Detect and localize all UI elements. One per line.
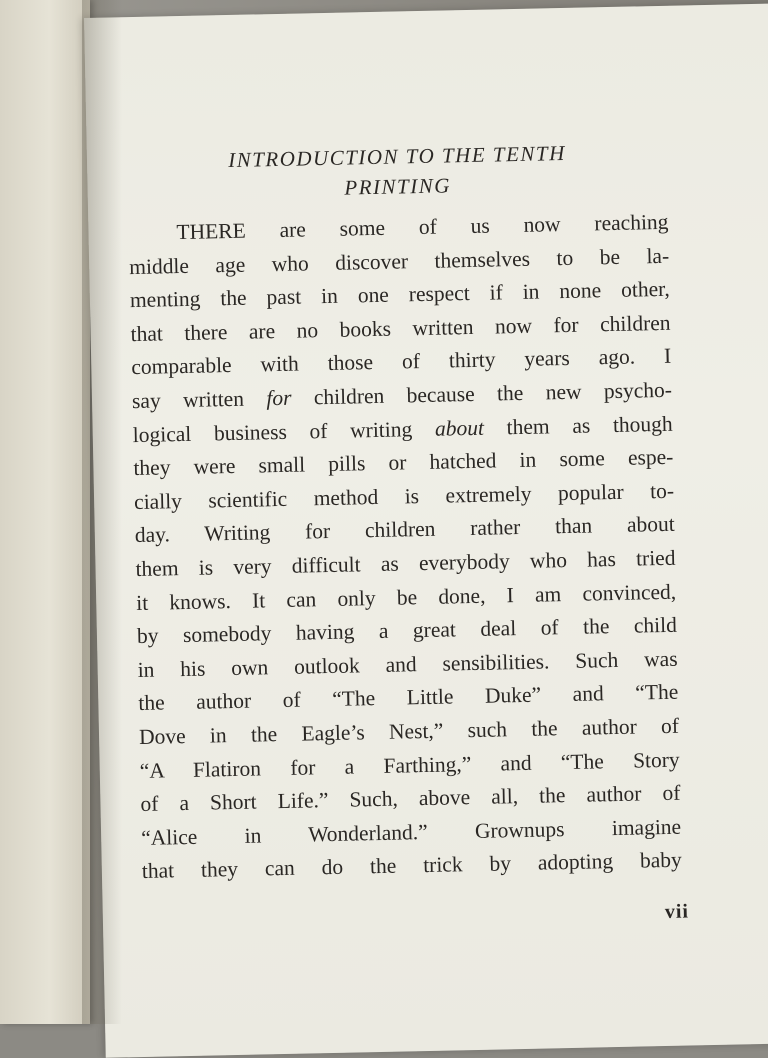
text-line: them is very difficult as everybody who has tried [135,545,676,581]
text-line: cially scientific method is extremely popular to- [133,478,675,514]
text-line: day. Writing for children rather than about [134,512,675,548]
emphasized-word: about [434,415,485,441]
gutter-shadow [82,0,122,1024]
left-page [0,0,90,1024]
emphasized-word: for [266,385,292,411]
text-line: it knows. It can only be done, I am convinced, [136,579,677,615]
chapter-heading [127,136,668,207]
text-line: “A Flatiron for a Farthing,” and “The Story [139,747,680,783]
text-line: that there are no books written now for children [130,310,671,346]
text-line: the author of “The Little Duke” and “The [138,680,679,716]
text-line: menting the past in one respect if in none other, [129,276,671,313]
text-line: of a Short Life.” Such, above all, the author of [140,780,681,817]
book-page [84,3,768,1057]
text-line: comparable with those of thirty years ago. I [131,344,672,380]
text-line: logical business of writing about them as though [132,411,673,447]
page-number: vii [664,900,690,924]
text-line: in his own outlook and sensibilities. Such was [137,646,678,682]
text-line: they were small pills or hatched in some espe- [133,444,674,481]
page-text [127,136,690,924]
text-line: THERE are some of us now reaching [176,209,669,245]
heading-line-2: PRINTING [344,173,452,200]
text-line: that they can do the trick by adopting baby [141,847,683,884]
text-line: Dove in the Eagle’s Nest,” such the author of [138,713,680,749]
heading-line-1: INTRODUCTION TO THE TENTH [227,140,566,173]
text-line: by somebody having a great deal of the child [136,612,678,649]
text-line: “Alice in Wonderland.” Grownups imagine [140,814,682,850]
text-line: say written for children because the new psycho- [131,377,673,414]
text-line: middle age who discover themselves to be la- [128,243,670,279]
